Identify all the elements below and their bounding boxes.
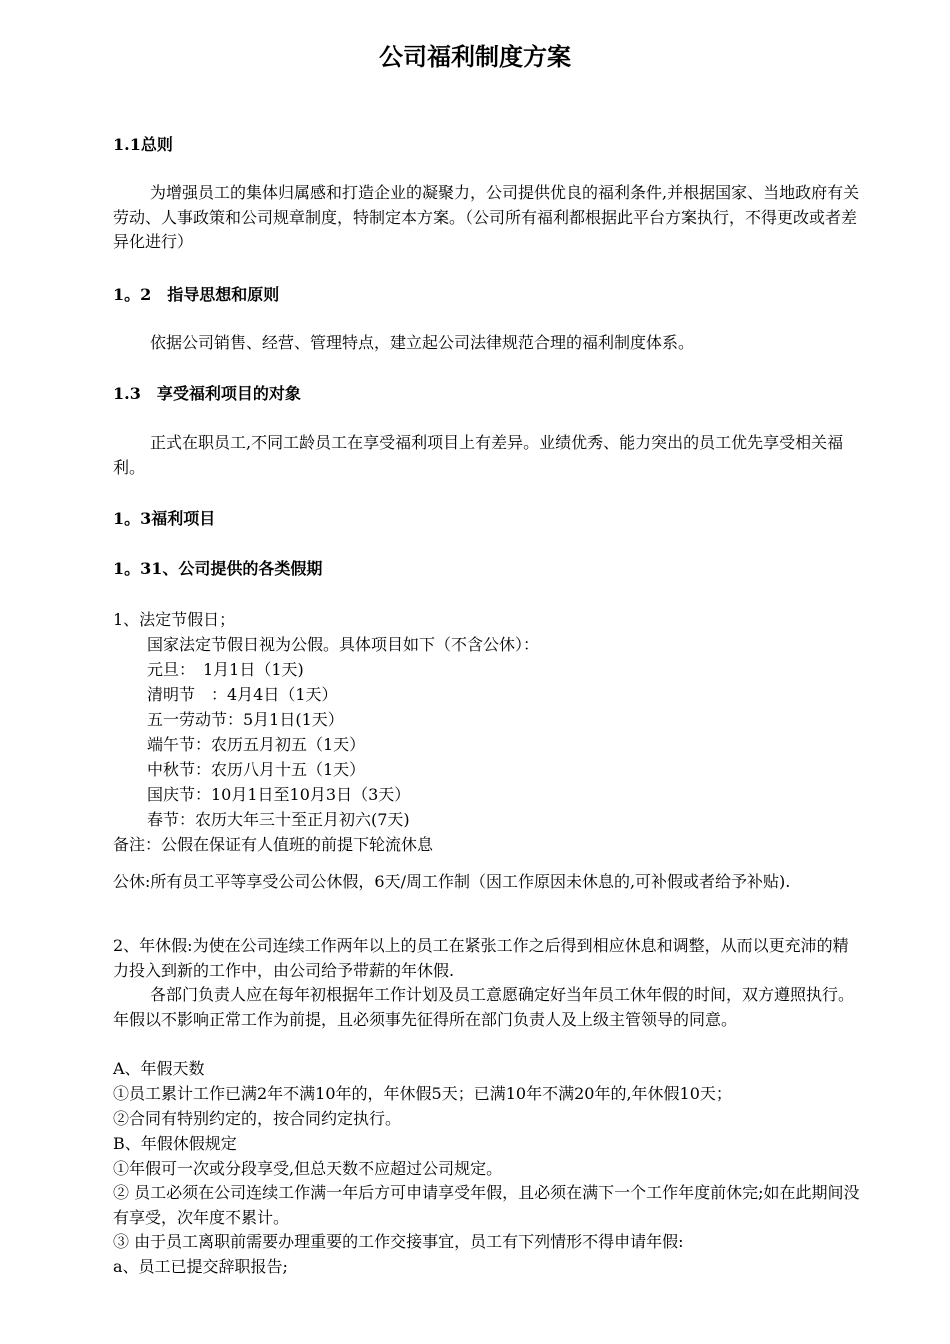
holiday-item: 春节：农历大年三十至正月初六(7天) [147, 810, 410, 829]
holiday-item: 元旦： 1月1日（1天) [147, 660, 304, 679]
page-title: 公司福利制度方案 [379, 44, 571, 71]
section-heading-1-3: 1.3 享受福利项目的对象 [113, 384, 301, 403]
section-body-1-1: 为增强员工的集体归属感和打造企业的凝聚力，公司提供优良的福利条件,并根据国家、当地政府有关劳动、人事政策和公司规章制度，特制定本方案。（公司所有福利都根据此平台方案执行，不得更改或者差异化进行） [113, 183, 860, 251]
holiday-item: 端午节：农历五月初五（1天） [147, 735, 366, 754]
section-body-1-2: 依据公司销售、经营、管理特点，建立起公司法律规范合理的福利制度体系。 [150, 333, 695, 352]
annual-leave-intro: 2、年休假:为使在公司连续工作两年以上的员工在紧张工作之后得到相应休息和调整，从而以更充沛的精力投入到新的工作中，由公司给予带薪的年休假. [113, 936, 849, 980]
annual-leave-days-title: A、年假天数 [113, 1059, 205, 1078]
annual-leave-paragraph: 各部门负责人应在每年初根据年工作计划及员工意愿确定好当年员工休年假的时间，双方遵照执行。年假以不影响正常工作为前提，且必须事先征得所在部门负责人及上级主管领导的同意。 [113, 985, 855, 1029]
holiday-item: 中秋节：农历八月十五（1天） [147, 760, 366, 779]
section-heading-1-1: 1.1总则 [113, 135, 173, 154]
annual-leave-rule-2: ② 员工必须在公司连续工作满一年后方可申请享受年假，且必须在满下一个工作年度前休完;如在此期间没有享受，次年度不累计。 [113, 1183, 860, 1227]
public-rest-paragraph: 公休:所有员工平等享受公司公休假，6天/周工作制（因工作原因未休息的,可补假或者给予补贴). [113, 872, 791, 891]
annual-leave-days-rule-2: ②合同有特别约定的，按合同约定执行。 [113, 1109, 402, 1128]
section-heading-benefits: 1。3福利项目 [113, 509, 216, 528]
section-heading-1-2: 1。2 指导思想和原则 [113, 285, 280, 304]
annual-leave-rule-3: ③ 由于员工离职前需要办理重要的工作交接事宜，员工有下列情形不得申请年假: [113, 1232, 684, 1251]
section-body-1-3: 正式在职员工,不同工龄员工在享受福利项目上有差异。业绩优秀、能力突出的员工优先享受相关福利。 [113, 433, 844, 477]
annual-leave-rule-1: ①年假可一次或分段享受,但总天数不应超过公司规定。 [113, 1159, 503, 1178]
holiday-note: 备注：公假在保证有人值班的前提下轮流休息 [113, 835, 434, 854]
holiday-item: 五一劳动节：5月1日(1天） [147, 710, 344, 729]
annual-leave-days-rule-1: ①员工累计工作已满2年不满10年的，年休假5天；已满10年不满20年的,年休假10天； [113, 1084, 732, 1103]
holiday-item: 国庆节：10月1日至10月3日（3天） [147, 785, 411, 804]
annual-leave-rule-3a: a、员工已提交辞职报告; [113, 1257, 288, 1276]
annual-leave-rules-title: B、年假休假规定 [113, 1134, 237, 1153]
holiday-title: 1、法定节假日； [113, 610, 236, 629]
holiday-intro: 国家法定节假日视为公假。具体项目如下（不含公休）： [147, 635, 540, 654]
section-heading-leaves: 1。31、公司提供的各类假期 [113, 559, 323, 578]
holiday-item: 清明节 ：4月4日（1天） [147, 685, 338, 704]
